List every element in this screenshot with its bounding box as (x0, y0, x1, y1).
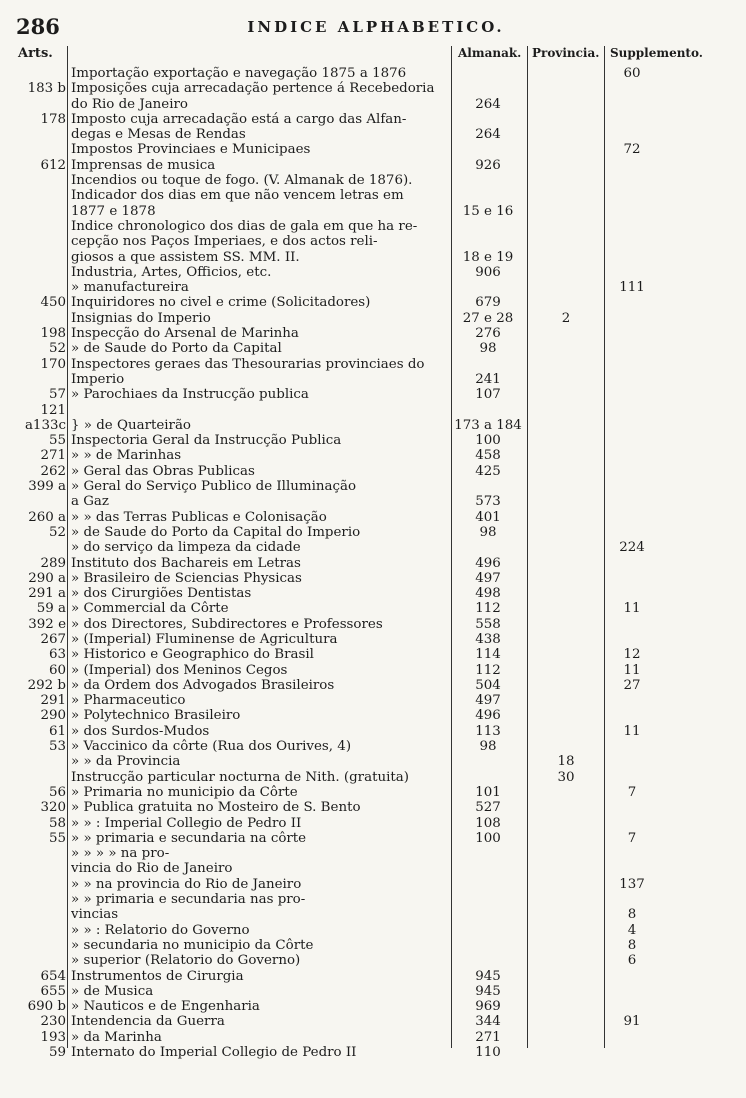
entry-text: » manufactureira (71, 280, 189, 296)
almanak-page: 558 (475, 616, 501, 632)
almanak-page: 945 (475, 968, 501, 984)
entry-text: » Vaccinico da côrte (Rua dos Ourives, 4) (71, 739, 352, 755)
entry-text: giosos a que assistem SS. MM. II. (71, 249, 300, 265)
entry-text: » » : Imperial Collegio de Pedro II (71, 815, 302, 831)
entry-text: » » da Provincia (71, 754, 181, 770)
entry-text: » superior (Relatorio do Governo) (71, 953, 301, 969)
index-row (0, 678, 746, 693)
almanak-page: 15 e 16 (462, 203, 514, 219)
article-number: 121 (40, 402, 66, 418)
entry-text: Imperio (71, 371, 125, 387)
article-number: 59 a (36, 601, 66, 617)
entry-text: » dos Surdos-Mudos (71, 723, 210, 739)
index-row (0, 754, 746, 769)
entry-text: » do serviço da limpeza da cidade (71, 540, 301, 556)
supplemento-page: 8 (627, 907, 637, 923)
supplemento-page: 4 (627, 922, 637, 938)
index-row (0, 571, 746, 586)
column-header-almanak: Almanak. (458, 46, 522, 60)
almanak-page: 271 (475, 1029, 501, 1045)
entry-text: Inspectores geraes das Thesourarias provinciaes do (71, 356, 425, 372)
entry-text: » (Imperial) dos Meninos Cegos (71, 662, 288, 678)
almanak-page: 926 (475, 157, 501, 173)
index-row (0, 999, 746, 1014)
index-row (0, 295, 746, 310)
index-row (0, 448, 746, 463)
column-header-supplemento: Supplemento. (610, 46, 703, 60)
article-number: 291 (40, 693, 66, 709)
index-row (0, 617, 746, 632)
supplemento-page: 7 (627, 784, 637, 800)
entry-text: Indice chronologico dos dias de gala em que ha re- (71, 218, 418, 234)
index-row (0, 663, 746, 678)
index-row (0, 81, 746, 96)
article-number: 61 (48, 723, 66, 739)
entry-text: » Publica gratuita no Mosteiro de S. Bento (71, 800, 361, 816)
article-number: 654 (40, 968, 66, 984)
index-row (0, 861, 746, 876)
article-number: 292 b (27, 677, 66, 693)
article-number: 260 a (28, 509, 66, 525)
article-number: 289 (40, 555, 66, 571)
supplemento-page: 27 (623, 677, 641, 693)
almanak-page: 497 (475, 693, 501, 709)
almanak-page: 498 (475, 586, 501, 602)
supplemento-page: 224 (619, 540, 645, 556)
index-row (0, 969, 746, 984)
entry-text: 1877 e 1878 (71, 203, 156, 219)
supplemento-page: 111 (619, 280, 645, 296)
index-row (0, 357, 746, 372)
almanak-page: 458 (475, 448, 501, 464)
index-row (0, 816, 746, 831)
entry-text: Imposições cuja arrecadação pertence á Recebedoria (71, 81, 435, 97)
provincia-page: 2 (561, 310, 571, 326)
entry-text: » Nauticos e de Engenharia (71, 999, 260, 1015)
almanak-page: 113 (475, 723, 501, 739)
index-row (0, 938, 746, 953)
article-number: 690 b (27, 999, 66, 1015)
entry-text: Insignias do Imperio (71, 310, 211, 326)
column-header-provincia: Provincia. (532, 46, 600, 60)
index-row (0, 311, 746, 326)
article-number: 450 (40, 295, 66, 311)
article-number: 198 (40, 326, 66, 342)
article-number: 183 b (27, 81, 66, 97)
entry-text: Instrumentos de Cirurgia (71, 968, 244, 984)
index-row (0, 1030, 746, 1045)
almanak-page: 108 (475, 815, 501, 831)
supplemento-page: 8 (627, 937, 637, 953)
almanak-page: 173 a 184 (454, 417, 522, 433)
article-number: 399 a (28, 479, 66, 495)
article-number: a133c (24, 417, 66, 433)
index-row (0, 127, 746, 142)
entry-text: Imprensas de musica (71, 157, 216, 173)
entry-text: Indicador dos dias em que não vencem letras em (71, 188, 404, 204)
index-row (0, 188, 746, 203)
entry-text: » da Ordem dos Advogados Brasileiros (71, 677, 335, 693)
almanak-page: 906 (475, 264, 501, 280)
entry-text: Intendencia da Guerra (71, 1014, 225, 1030)
entry-text: Impostos Provinciaes e Municipaes (71, 142, 311, 158)
almanak-page: 945 (475, 983, 501, 999)
almanak-page: 401 (475, 509, 501, 525)
supplemento-page: 11 (623, 601, 641, 617)
article-number: 55 (48, 830, 66, 846)
article-number: 230 (40, 1014, 66, 1030)
almanak-page: 98 (479, 524, 497, 540)
supplemento-page: 72 (623, 142, 641, 158)
entry-text: } » de Quarteirão (71, 417, 191, 433)
entry-text: Internato do Imperial Collegio de Pedro II (71, 1045, 357, 1060)
almanak-page: 264 (475, 127, 501, 143)
entry-text: » dos Directores, Subdirectores e Professores (71, 616, 383, 632)
entry-text: » Geral das Obras Publicas (71, 463, 255, 479)
entry-text: » » de Marinhas (71, 448, 182, 464)
entry-text: » Brasileiro de Sciencias Physicas (71, 570, 302, 586)
index-row (0, 341, 746, 356)
entry-text: Inspectoria Geral da Instrucção Publica (71, 433, 342, 449)
index-row (0, 907, 746, 922)
almanak-page: 100 (475, 830, 501, 846)
index-row (0, 219, 746, 234)
article-number: 178 (40, 111, 66, 127)
index-row (0, 739, 746, 754)
almanak-page: 527 (475, 800, 501, 816)
entry-text: Inspecção do Arsenal de Marinha (71, 326, 299, 342)
page-header (16, 14, 736, 38)
entry-text: » Historico e Geographico do Brasil (71, 647, 314, 663)
almanak-page: 101 (475, 784, 501, 800)
index-row (0, 142, 746, 157)
index-row (0, 204, 746, 219)
supplemento-page: 60 (623, 66, 641, 81)
index-row (0, 846, 746, 861)
article-number: 56 (48, 784, 66, 800)
index-row (0, 250, 746, 265)
entry-text: » » primaria e secundaria na côrte (71, 830, 307, 846)
entry-text: Imposto cuja arrecadação está a cargo das Alfan- (71, 111, 407, 127)
entry-text: » » primaria e secundaria nas pro- (71, 892, 306, 908)
entry-text: » Commercial da Côrte (71, 601, 229, 617)
almanak-page: 344 (475, 1014, 501, 1030)
article-number: 55 (48, 433, 66, 449)
index-row (0, 708, 746, 723)
almanak-page: 573 (475, 494, 501, 510)
index-row (0, 372, 746, 387)
index-row (0, 326, 746, 341)
entry-text: » secundaria no municipio da Côrte (71, 937, 314, 953)
page-number: 286 (16, 14, 60, 39)
entry-text: » Geral do Serviço Publico de Illuminação (71, 479, 357, 495)
almanak-page: 241 (475, 371, 501, 387)
index-row (0, 97, 746, 112)
article-number: 612 (40, 157, 66, 173)
index-row (0, 112, 746, 127)
entry-text: » Parochiaes da Instrucção publica (71, 387, 309, 403)
almanak-page: 969 (475, 999, 501, 1015)
entry-text: » da Marinha (71, 1029, 162, 1045)
almanak-page: 110 (475, 1045, 501, 1060)
index-row (0, 66, 746, 81)
index-table (0, 66, 746, 1060)
index-row (0, 693, 746, 708)
entry-text: » » das Terras Publicas e Colonisação (71, 509, 327, 525)
entry-text: Instituto dos Bachareis em Letras (71, 555, 301, 571)
index-row (0, 785, 746, 800)
entry-text: degas e Mesas de Rendas (71, 127, 246, 143)
almanak-page: 100 (475, 433, 501, 449)
almanak-page: 438 (475, 631, 501, 647)
index-row (0, 953, 746, 968)
article-number: 52 (48, 524, 66, 540)
almanak-page: 679 (475, 295, 501, 311)
article-number: 57 (48, 387, 66, 403)
index-row (0, 647, 746, 662)
almanak-page: 425 (475, 463, 501, 479)
almanak-page: 112 (475, 662, 501, 678)
article-number: 290 a (28, 570, 66, 586)
index-row (0, 280, 746, 295)
article-number: 291 a (28, 586, 66, 602)
entry-text: » Polytechnico Brasileiro (71, 708, 241, 724)
index-row (0, 173, 746, 188)
supplemento-page: 137 (619, 876, 645, 892)
article-number: 392 e (28, 616, 66, 632)
article-number: 655 (40, 983, 66, 999)
entry-text: » de Saude do Porto da Capital (71, 341, 282, 357)
article-number: 58 (48, 815, 66, 831)
index-row (0, 632, 746, 647)
almanak-page: 98 (479, 341, 497, 357)
entry-text: Industria, Artes, Officios, etc. (71, 264, 272, 280)
almanak-page: 496 (475, 555, 501, 571)
index-row (0, 601, 746, 616)
entry-text: cepção nos Paços Imperiaes, e dos actos reli- (71, 234, 378, 250)
index-row (0, 494, 746, 509)
index-row (0, 464, 746, 479)
index-row (0, 877, 746, 892)
entry-text: vincias (71, 907, 119, 923)
entry-text: » de Musica (71, 983, 154, 999)
index-row (0, 923, 746, 938)
page-title: INDICE ALPHABETICO. (247, 18, 505, 36)
index-row (0, 831, 746, 846)
article-number: 170 (40, 356, 66, 372)
article-number: 262 (40, 463, 66, 479)
almanak-page: 276 (475, 326, 501, 342)
entry-text: » (Imperial) Fluminense de Agricultura (71, 631, 338, 647)
supplemento-page: 7 (627, 830, 637, 846)
index-row (0, 800, 746, 815)
index-row (0, 158, 746, 173)
almanak-page: 112 (475, 601, 501, 617)
almanak-page: 18 e 19 (462, 249, 514, 265)
index-row (0, 1014, 746, 1029)
almanak-page: 264 (475, 96, 501, 112)
provincia-page: 18 (557, 754, 575, 770)
entry-text: » Primaria no municipio da Côrte (71, 784, 298, 800)
index-row (0, 892, 746, 907)
column-header-arts: Arts. (18, 46, 53, 61)
supplemento-page: 11 (623, 662, 641, 678)
entry-text: » dos Cirurgiões Dentistas (71, 586, 252, 602)
supplemento-page: 12 (623, 647, 641, 663)
index-row (0, 1045, 746, 1060)
index-row (0, 770, 746, 785)
index-row (0, 234, 746, 249)
almanak-page: 107 (475, 387, 501, 403)
entry-text: Inquiridores no civel e crime (Solicitadores) (71, 295, 371, 311)
almanak-page: 504 (475, 677, 501, 693)
article-number: 267 (40, 631, 66, 647)
almanak-page: 496 (475, 708, 501, 724)
entry-text: vincia do Rio de Janeiro (71, 861, 233, 877)
entry-text: » » » » na pro- (71, 846, 170, 862)
article-number: 60 (48, 662, 66, 678)
index-row (0, 984, 746, 999)
entry-text: Instrucção particular nocturna de Nith. (gratuita) (71, 769, 409, 785)
index-row (0, 418, 746, 433)
article-number: 271 (40, 448, 66, 464)
article-number: 59 (48, 1045, 66, 1060)
supplemento-page: 11 (623, 723, 641, 739)
entry-text: » de Saude do Porto da Capital do Imperio (71, 524, 361, 540)
index-row (0, 586, 746, 601)
entry-text: » » na provincia do Rio de Janeiro (71, 876, 302, 892)
almanak-page: 497 (475, 570, 501, 586)
article-number: 63 (48, 647, 66, 663)
entry-text: Incendios ou toque de fogo. (V. Almanak de 1876). (71, 173, 413, 189)
article-number: 290 (40, 708, 66, 724)
index-row (0, 540, 746, 555)
index-row (0, 510, 746, 525)
almanak-page: 98 (479, 739, 497, 755)
entry-text: a Gaz (71, 494, 109, 510)
index-row (0, 403, 746, 418)
article-number: 53 (48, 739, 66, 755)
almanak-page: 27 e 28 (462, 310, 514, 326)
index-row (0, 525, 746, 540)
index-row (0, 433, 746, 448)
article-number: 193 (40, 1029, 66, 1045)
article-number: 52 (48, 341, 66, 357)
entry-text: Importação exportação e navegação 1875 a 1876 (71, 66, 407, 81)
index-row (0, 479, 746, 494)
index-row (0, 556, 746, 571)
index-row (0, 724, 746, 739)
entry-text: » Pharmaceutico (71, 693, 186, 709)
article-number: 320 (40, 800, 66, 816)
entry-text: do Rio de Janeiro (71, 96, 188, 112)
almanak-page: 114 (475, 647, 501, 663)
supplemento-page: 6 (627, 953, 637, 969)
index-row (0, 265, 746, 280)
provincia-page: 30 (557, 769, 575, 785)
supplemento-page: 91 (623, 1014, 641, 1030)
index-row (0, 387, 746, 402)
entry-text: » » : Relatorio do Governo (71, 922, 250, 938)
